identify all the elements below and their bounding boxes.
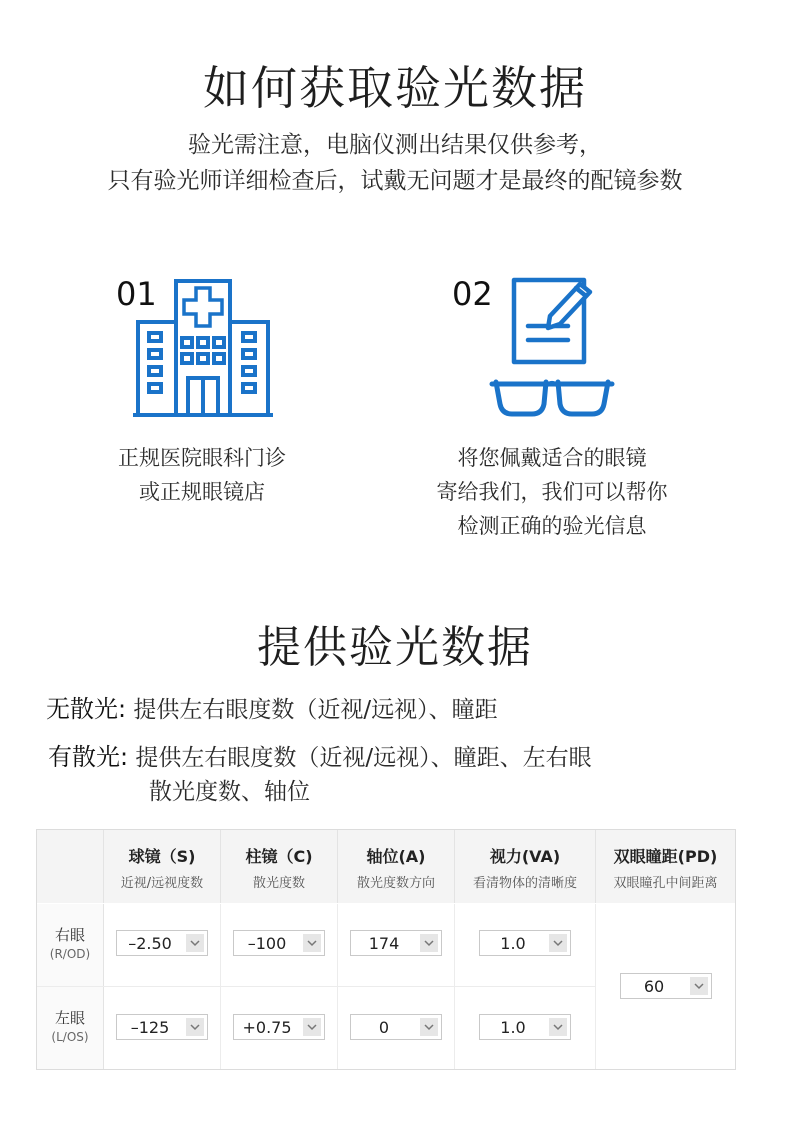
- left-eye-va-select[interactable]: [479, 1014, 571, 1040]
- astigmatism-text-line2: 散光度数、轴位: [149, 779, 310, 805]
- chevron-down-icon: [549, 1018, 567, 1036]
- astigmatism-requirement: [48, 740, 592, 775]
- row-label-right-eye: [37, 904, 104, 986]
- column-subtitle: 双眼瞳孔中间距离: [613, 876, 718, 891]
- column-title: 视力(VA): [489, 847, 561, 866]
- no-astigmatism-label: 无散光:: [46, 695, 127, 723]
- column-header-axis: [338, 830, 455, 903]
- chevron-down-icon: [186, 934, 204, 952]
- step-2-caption-line: 将您佩戴适合的眼镜: [457, 446, 647, 470]
- chevron-down-icon: [303, 934, 321, 952]
- document-glasses-icon: [488, 276, 616, 420]
- step-2-caption: [412, 441, 692, 543]
- page-title: 如何获取验光数据: [203, 61, 587, 115]
- chevron-down-icon: [549, 934, 567, 952]
- astigmatism-label: 有散光:: [48, 743, 129, 771]
- column-title: 柱镜（C): [245, 847, 313, 866]
- row-label-left-eye: [37, 987, 104, 1069]
- step-2-caption-line: 寄给我们，我们可以帮你: [436, 480, 668, 504]
- select-value: 174: [368, 934, 400, 953]
- select-value: 0: [378, 1018, 390, 1037]
- left-eye-axis-select[interactable]: [350, 1014, 442, 1040]
- section-title: 提供验光数据: [257, 622, 533, 673]
- notice-line-1: 验光需注意，电脑仪测出结果仅供参考，: [188, 132, 602, 158]
- select-value: 1.0: [500, 1018, 526, 1037]
- left-eye-sphere-select[interactable]: [116, 1014, 208, 1040]
- select-value: 60: [643, 977, 665, 996]
- column-title: 双眼瞳距(PD): [613, 847, 718, 866]
- chevron-down-icon: [186, 1018, 204, 1036]
- column-subtitle: 看清物体的清晰度: [472, 876, 577, 891]
- column-subtitle: 散光度数: [252, 876, 305, 891]
- column-header-visual-acuity: [455, 830, 596, 903]
- select-value: –100: [247, 934, 287, 953]
- step-1-number: 01: [116, 275, 157, 313]
- hospital-icon: [132, 278, 274, 420]
- step-1-caption: [72, 441, 332, 509]
- column-title: 轴位(A): [366, 847, 426, 866]
- astigmatism-text-line1: 提供左右眼度数（近视/远视）、瞳距、左右眼: [135, 745, 592, 771]
- column-header-cylinder: [221, 830, 338, 903]
- step-2-number: 02: [452, 275, 493, 313]
- select-value: 1.0: [500, 934, 526, 953]
- step-1-caption-line: 正规医院眼科门诊: [118, 446, 286, 470]
- right-eye-axis-select[interactable]: [350, 930, 442, 956]
- left-eye-cylinder-select[interactable]: [233, 1014, 325, 1040]
- row-sublabel: (L/OS): [51, 1030, 89, 1044]
- table-column: [338, 904, 455, 1069]
- chevron-down-icon: [420, 934, 438, 952]
- table-column: [221, 904, 338, 1069]
- column-subtitle: 散光度数方向: [356, 876, 435, 891]
- table-column: [455, 904, 596, 1069]
- step-2-caption-line: 检测正确的验光信息: [457, 514, 647, 538]
- right-eye-sphere-select[interactable]: [116, 930, 208, 956]
- chevron-down-icon: [690, 977, 708, 995]
- pupillary-distance-select[interactable]: [620, 973, 712, 999]
- notice-line-2: 只有验光师详细检查后，试戴无问题才是最终的配镜参数: [107, 168, 683, 194]
- right-eye-va-select[interactable]: [479, 930, 571, 956]
- select-value: –2.50: [128, 934, 172, 953]
- no-astigmatism-requirement: [46, 692, 498, 727]
- row-label: 右眼: [54, 926, 85, 944]
- row-sublabel: (R/OD): [49, 947, 91, 961]
- select-value: –125: [130, 1018, 170, 1037]
- column-title: 球镜（S): [128, 847, 196, 866]
- column-header-pupillary-distance: [596, 830, 735, 903]
- step-1-caption-line: 或正规眼镜店: [139, 480, 265, 504]
- select-value: +0.75: [242, 1018, 292, 1037]
- right-eye-cylinder-select[interactable]: [233, 930, 325, 956]
- column-header-sphere: [104, 830, 221, 903]
- table-column: [104, 904, 221, 1069]
- row-label: 左眼: [54, 1009, 85, 1027]
- table-header-corner: [37, 830, 104, 903]
- chevron-down-icon: [420, 1018, 438, 1036]
- chevron-down-icon: [303, 1018, 321, 1036]
- prescription-table: [36, 829, 736, 1070]
- column-subtitle: 近视/远视度数: [120, 876, 204, 891]
- no-astigmatism-text: 提供左右眼度数（近视/远视）、瞳距: [133, 697, 498, 723]
